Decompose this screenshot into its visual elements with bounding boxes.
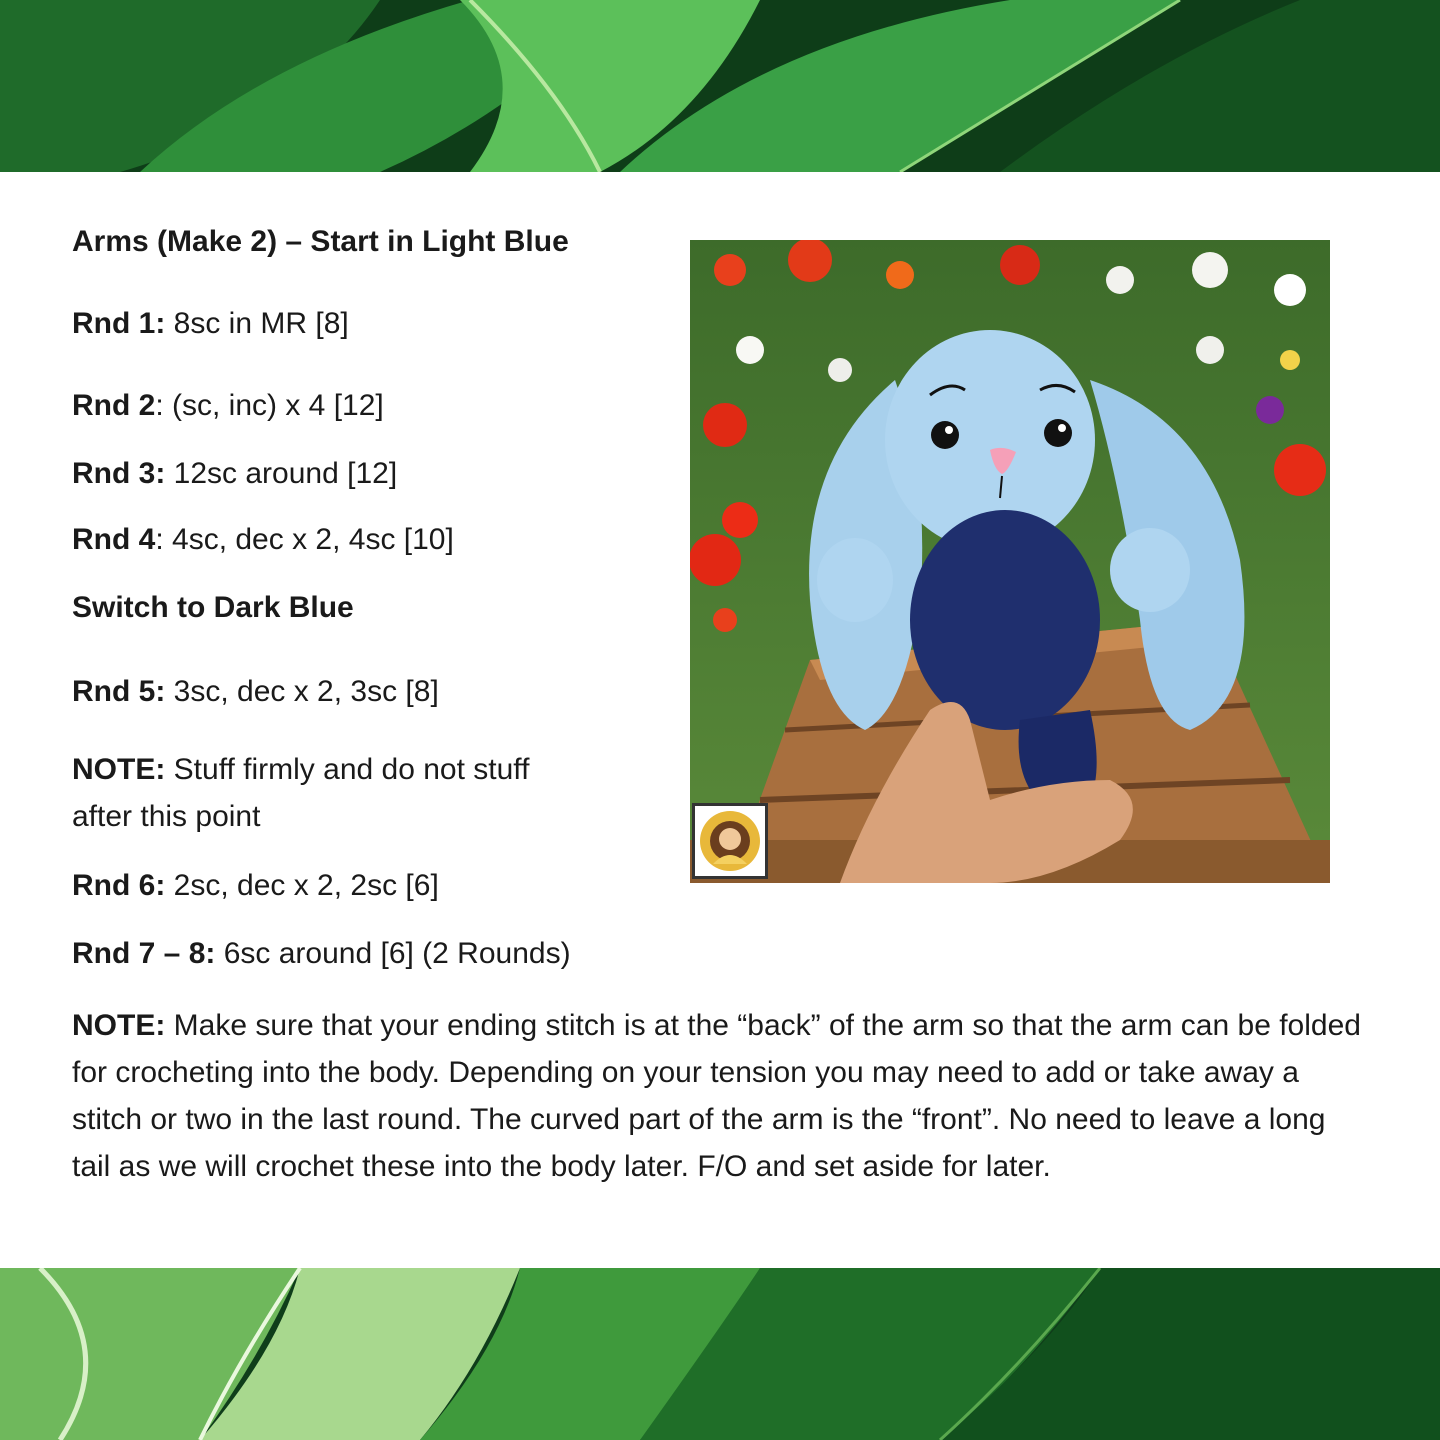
round-label: Rnd 5: — [72, 675, 166, 708]
round-label: Rnd 2 — [72, 389, 156, 422]
crochet-bunny-photo — [690, 240, 1330, 883]
pattern-card — [0, 172, 1440, 1268]
round-text: 2sc, dec x 2, 2sc [6] — [165, 869, 439, 902]
switch-color-heading: Switch to Dark Blue — [72, 591, 354, 624]
round-1 — [72, 306, 349, 342]
note-text: Make sure that your ending stitch is at the “back” of the arm so that the arm can be folded for crocheting into the body. Depending on your tension you may need to add or take away a stitch or two in the last round. The curved part of the arm is the “front”. No need to leave a long tail as we will crochet these into the body later. F/O and set aside for later. — [72, 1009, 1361, 1183]
round-3 — [72, 456, 397, 492]
round-4 — [72, 522, 454, 558]
section-heading: Arms (Make 2) – Start in Light Blue — [72, 225, 569, 258]
round-text: 8sc in MR [8] — [165, 307, 349, 340]
designer-logo-badge — [692, 803, 768, 879]
round-2 — [72, 388, 384, 424]
round-5 — [72, 674, 439, 710]
round-text: 6sc around [6] (2 Rounds) — [215, 937, 571, 970]
round-text: : (sc, inc) x 4 [12] — [155, 389, 384, 422]
leaf-background-top — [0, 0, 1440, 172]
round-7-8 — [72, 936, 571, 972]
round-text: : 4sc, dec x 2, 4sc [10] — [155, 523, 454, 556]
round-label: Rnd 1: — [72, 307, 166, 340]
bunny-illustration — [690, 240, 1330, 883]
round-label: Rnd 6: — [72, 869, 166, 902]
note-label: NOTE: — [72, 753, 166, 786]
round-label: Rnd 4 — [72, 523, 156, 556]
note-label: NOTE: — [72, 1009, 166, 1042]
stuffing-note — [72, 746, 592, 840]
round-label: Rnd 3: — [72, 457, 166, 490]
leaf-background-bottom — [0, 1268, 1440, 1440]
note-text: Stuff firmly and do not stuff after this point — [72, 753, 530, 833]
round-6 — [72, 868, 439, 904]
round-label: Rnd 7 – 8: — [72, 937, 216, 970]
round-text: 12sc around [12] — [165, 457, 398, 490]
finishing-note — [72, 1002, 1372, 1190]
round-text: 3sc, dec x 2, 3sc [8] — [165, 675, 439, 708]
